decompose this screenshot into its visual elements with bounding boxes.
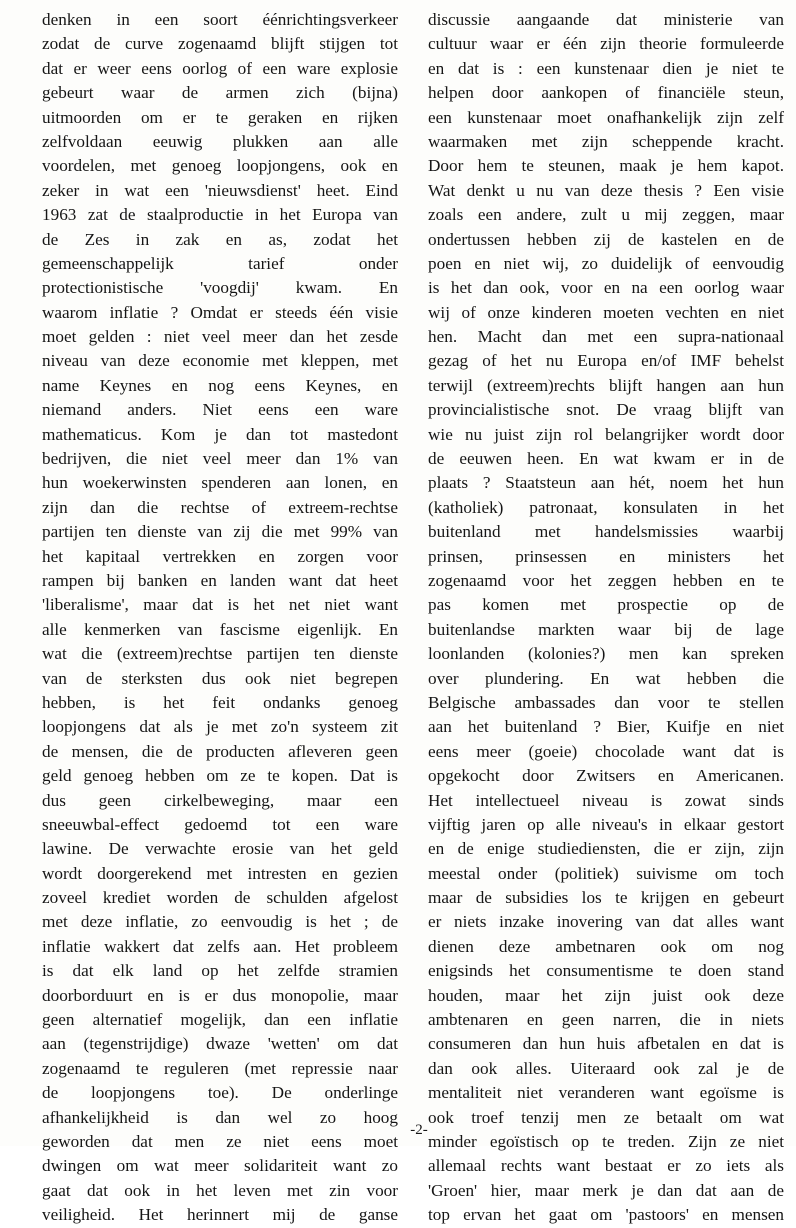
text-line: gezag of het nu Europa en/of IMF behelst <box>428 351 784 371</box>
text-line: over plundering. En wat hebben die <box>428 668 784 688</box>
text-line: dus geen cirkelbeweging, maar een <box>42 790 398 810</box>
text-line: er niets inzake inovering van dat alles want <box>428 912 784 932</box>
text-line: niveau van deze economie met kleppen, met <box>42 351 398 371</box>
text-line: allemaal rechts want bestaat er zo iets als <box>428 1156 784 1176</box>
text-line: zogenaamd voor het zeggen hebben en te <box>428 570 784 590</box>
text-line: van de sterksten dus ook niet begrepen <box>42 668 398 688</box>
text-line: top ervan het gaat om 'pastoors' en mensen <box>428 1205 784 1225</box>
text-line: loopjongens dat als je met zo'n systeem zit <box>42 717 398 737</box>
text-line: 'liberalisme', maar dat is het net niet want <box>42 595 398 615</box>
text-line: zodat de curve zogenaamd blijft stijgen tot <box>42 34 398 54</box>
text-line: de eeuwen heen. En wat kwam er in de <box>428 449 784 469</box>
text-line: provincialistische snot. De vraag blijft van <box>428 400 784 420</box>
text-line: mentaliteit niet veranderen want egoïsme is <box>428 1083 784 1103</box>
text-line: de Zes in zak en as, zodat het <box>42 229 398 249</box>
text-line: afhankelijkheid is dan wel zo hoog <box>42 1107 398 1127</box>
text-line: (katholiek) patronaat, konsulaten in het <box>428 497 784 517</box>
text-line: en de enige studiediensten, die er zijn, zijn <box>428 839 784 859</box>
text-line: de mensen, die de producten afleveren geen <box>42 741 398 761</box>
text-line: geld genoeg hebben om ze te kopen. Dat is <box>42 766 398 786</box>
text-line: sneeuwbal-effect gedoemd tot een ware <box>42 814 398 834</box>
text-line: is dat elk land op het zelfde stramien <box>42 961 398 981</box>
text-line: Belgische ambassades dan voor te stellen <box>428 692 784 712</box>
text-line: maar de subsidies los te krijgen en gebeurt <box>428 888 784 908</box>
text-line: gemeenschappelijk tarief onder <box>42 253 398 273</box>
text-line: wie nu juist zijn rol belangrijker wordt door <box>428 424 784 444</box>
text-line: doorborduurt en is er dus monopolie, maar <box>42 985 398 1005</box>
text-line: gaat dat ook in het leven met zin voor <box>42 1180 398 1200</box>
text-line: gebeurt waar de armen zich (bijna) <box>42 83 398 103</box>
text-line: dwingen om wat meer solidariteit want zo <box>42 1156 398 1176</box>
text-line: een kunstenaar moet onafhankelijk zijn zelf <box>428 107 784 127</box>
text-line: terwijl (extreem)rechts blijft hangen aan hun <box>428 375 784 395</box>
text-line: discussie aangaande dat ministerie van <box>428 10 784 29</box>
text-line: houden, maar het zijn juist ook deze <box>428 985 784 1005</box>
text-line: zeker in wat een 'nieuwsdienst' heet. Eind <box>42 180 398 200</box>
text-line: cultuur waar er één zijn theorie formuleerde <box>428 34 784 54</box>
text-line: buitenland met handelsmissies waarbij <box>428 522 784 542</box>
text-line: meestal onder (politiek) suivisme om toch <box>428 863 784 883</box>
text-line: hebben, is het feit ondanks genoeg <box>42 692 398 712</box>
text-line: dat er weer eens oorlog of een ware explosie <box>42 58 398 78</box>
text-line: veiligheid. Het herinnert mij de ganse <box>42 1205 398 1225</box>
text-line: opgekocht door Zwitsers en Americanen. <box>428 766 784 786</box>
text-line: plaats ? Staatsteun aan hét, noem het hun <box>428 473 784 493</box>
text-line: wat die (extreem)rechtse partijen ten dienste <box>42 644 398 664</box>
page-number: -2- <box>410 1122 428 1138</box>
text-line: vijftig jaren op alle niveau's in elkaar gestort <box>428 814 784 834</box>
text-line: bedrijven, die niet veel meer dan 1% van <box>42 449 398 469</box>
text-line: wij of onze kinderen moeten vechten en niet <box>428 302 784 322</box>
text-line: prinsen, prinsessen en ministers het <box>428 546 784 566</box>
text-line: dienen deze ambetnaren ook om nog <box>428 936 784 956</box>
text-line: aan het buitenland ? Bier, Kuifje en niet <box>428 717 784 737</box>
text-line: name Keynes en nog eens Keynes, en <box>42 375 398 395</box>
text-line: partijen ten dienste van zij die met 99% van <box>42 522 398 542</box>
text-line: voordelen, met genoeg loopjongens, ook en <box>42 156 398 176</box>
text-line: dan ook alles. Uiteraard ook zal je de <box>428 1058 784 1078</box>
text-line: waarmaken met zijn scheppende kracht. <box>428 131 784 151</box>
text-line: minder egoïstisch op te treden. Zijn ze niet <box>428 1131 784 1151</box>
text-line: wordt doorgerekend met intresten en gezien <box>42 863 398 883</box>
text-line: poen en niet wij, zo duidelijk of eenvoudig <box>428 253 784 273</box>
text-line: met deze inflatie, zo eenvoudig is het ; de <box>42 912 398 932</box>
text-line: niemand anders. Niet eens een ware <box>42 400 398 420</box>
text-line: zijn dan die rechtse of extreem-rechtse <box>42 497 398 517</box>
text-line: buitenlandse markten waar bij de lage <box>428 619 784 639</box>
text-line: moet gelden : niet veel meer dan het zesde <box>42 327 398 347</box>
text-line: de loopjongens toe). De onderlinge <box>42 1083 398 1103</box>
text-line: hun woekerwinsten spenderen aan lonen, en <box>42 473 398 493</box>
text-line: is het dan ook, voor en na een oorlog waar <box>428 278 784 298</box>
text-line: loonlanden (kolonies?) men kan spreken <box>428 644 784 664</box>
text-line: consumeren dan hun huis afbetalen en dat is <box>428 1034 784 1054</box>
text-line: uitmoorden om er te geraken en rijken <box>42 107 398 127</box>
text-line: en dat is : een kunstenaar dien je niet te <box>428 58 784 78</box>
text-line: ambtenaren en geen narren, die in niets <box>428 1010 784 1030</box>
text-line: Door hem te steunen, maak je hem kapot. <box>428 156 784 176</box>
text-line: het kapitaal vertrekken en zorgen voor <box>42 546 398 566</box>
text-line: 1963 zat de staalproductie in het Europa van <box>42 205 398 225</box>
text-line: hen. Macht dan met een supra-nationaal <box>428 327 784 347</box>
text-line: zoveel krediet worden de schulden afgelost <box>42 888 398 908</box>
text-line: zogenaamd te reguleren (met repressie naar <box>42 1058 398 1078</box>
text-line: rampen bij banken en landen want dat heet <box>42 570 398 590</box>
text-line: Wat denkt u nu van deze thesis ? Een visie <box>428 180 784 200</box>
left-text-column <box>42 8 398 1228</box>
text-line: alle kenmerken van fascisme eigenlijk. En <box>42 619 398 639</box>
text-line: helpen door aankopen of financiële steun, <box>428 83 784 103</box>
text-line: lawine. De verwachte erosie van het geld <box>42 839 398 859</box>
text-line: enigsinds het consumentisme te doen stand <box>428 961 784 981</box>
text-line: 'Groen' hier, maar merk je dan dat aan de <box>428 1180 784 1200</box>
text-line: geen alternatief mogelijk, dan een inflatie <box>42 1010 398 1030</box>
text-line: geworden dat men ze niet eens moet <box>42 1131 398 1151</box>
text-line: pas komen met prospectie op de <box>428 595 784 615</box>
text-line: inflatie wakkert dat zelfs aan. Het probleem <box>42 936 398 956</box>
text-line: waarom inflatie ? Omdat er steeds één visie <box>42 302 398 322</box>
text-line: mathematicus. Kom je dan tot mastedont <box>42 424 398 444</box>
text-line: aan (tegenstrijdige) dwaze 'wetten' om dat <box>42 1034 398 1054</box>
right-text-column <box>428 8 784 1228</box>
text-line: ook troef tenzij men ze betaalt om wat <box>428 1107 784 1127</box>
text-line: Het intellectueel niveau is zowat sinds <box>428 790 784 810</box>
text-line: eens meer (goeie) chocolade want dat is <box>428 741 784 761</box>
text-line: zelfvoldaan eeuwig plukken aan alle <box>42 131 398 151</box>
text-line: denken in een soort éénrichtingsverkeer <box>42 10 398 29</box>
text-line: protectionistische 'voogdij' kwam. En <box>42 278 398 298</box>
text-line: zoals een andere, zult u mij zeggen, maar <box>428 205 784 225</box>
text-line: ondertussen hebben zij de kastelen en de <box>428 229 784 249</box>
